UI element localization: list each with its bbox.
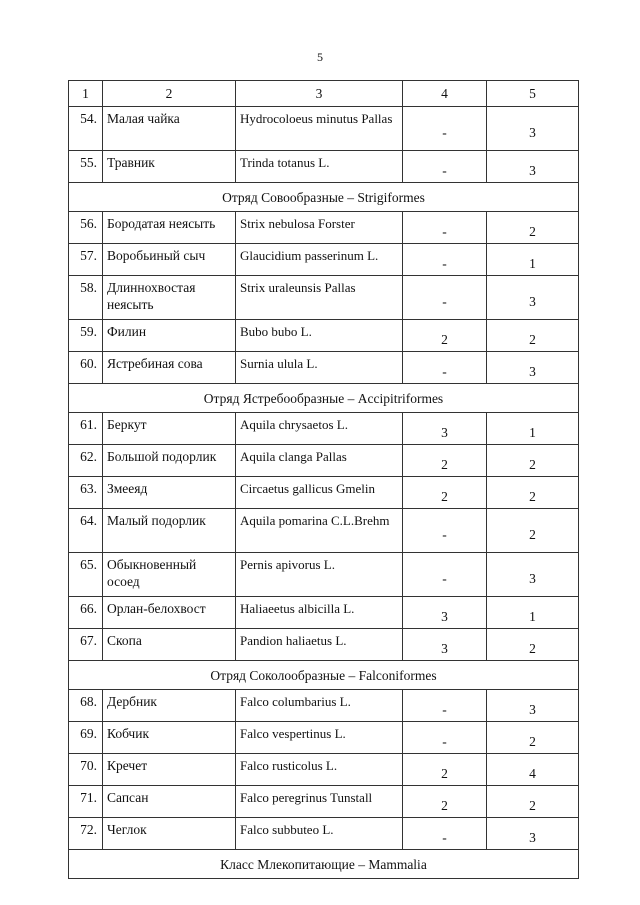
- row-number: 65.: [69, 553, 103, 597]
- category-col5: [487, 477, 579, 509]
- latin-name: Aquila clanga Pallas: [236, 445, 403, 477]
- russian-name: Сапсан: [103, 786, 236, 818]
- category-col5-value: 3: [529, 294, 536, 309]
- category-col4: [403, 212, 487, 244]
- category-col5-value: 3: [529, 125, 536, 140]
- category-col4: [403, 629, 487, 661]
- row-number: 61.: [69, 413, 103, 445]
- category-col4-value: -: [442, 163, 447, 178]
- table-header-row: [69, 81, 579, 107]
- section-title: Отряд Совообразные – Strigiformes: [69, 183, 579, 212]
- row-number: 60.: [69, 352, 103, 384]
- latin-name: Falco columbarius L.: [236, 690, 403, 722]
- table-row: [69, 754, 579, 786]
- latin-name: Falco peregrinus Tunstall: [236, 786, 403, 818]
- category-col4: [403, 754, 487, 786]
- row-number: 58.: [69, 276, 103, 320]
- category-col5: [487, 818, 579, 850]
- category-col5: [487, 786, 579, 818]
- category-col5-value: 2: [529, 224, 536, 239]
- species-table: [68, 80, 579, 879]
- header-cell-3: 3: [236, 81, 403, 107]
- category-col4: [403, 276, 487, 320]
- category-col4-value: 3: [441, 609, 448, 624]
- category-col4-value: 2: [441, 489, 448, 504]
- category-col5-value: 2: [529, 734, 536, 749]
- category-col4-value: -: [442, 224, 447, 239]
- latin-name: Falco rusticolus L.: [236, 754, 403, 786]
- category-col5: [487, 445, 579, 477]
- russian-name: Скопа: [103, 629, 236, 661]
- row-number: 62.: [69, 445, 103, 477]
- category-col5-value: 2: [529, 332, 536, 347]
- category-col4: [403, 690, 487, 722]
- category-col4: [403, 818, 487, 850]
- russian-name: Дербник: [103, 690, 236, 722]
- category-col5: [487, 320, 579, 352]
- latin-name: Falco subbuteo L.: [236, 818, 403, 850]
- latin-name: Strix uraleunsis Pallas: [236, 276, 403, 320]
- latin-name: Bubo bubo L.: [236, 320, 403, 352]
- latin-name: Pernis apivorus L.: [236, 553, 403, 597]
- table-row: [69, 509, 579, 553]
- category-col5-value: 2: [529, 798, 536, 813]
- category-col5: [487, 212, 579, 244]
- category-col5: [487, 352, 579, 384]
- category-col5: [487, 413, 579, 445]
- table-row: [69, 107, 579, 151]
- table-row: [69, 690, 579, 722]
- category-col4: [403, 509, 487, 553]
- category-col4: [403, 320, 487, 352]
- category-col4-value: -: [442, 527, 447, 542]
- category-col4-value: -: [442, 571, 447, 586]
- russian-name: Травник: [103, 151, 236, 183]
- category-col5-value: 2: [529, 527, 536, 542]
- russian-name: Воробьиный сыч: [103, 244, 236, 276]
- category-col5-value: 3: [529, 571, 536, 586]
- category-col4-value: 2: [441, 332, 448, 347]
- table-row: [69, 722, 579, 754]
- table-row: [69, 413, 579, 445]
- header-cell-5: 5: [487, 81, 579, 107]
- category-col5-value: 1: [529, 425, 536, 440]
- category-col4-value: -: [442, 702, 447, 717]
- row-number: 59.: [69, 320, 103, 352]
- category-col4-value: 2: [441, 457, 448, 472]
- category-col5: [487, 597, 579, 629]
- table-row: [69, 629, 579, 661]
- russian-name: Ястребиная сова: [103, 352, 236, 384]
- category-col4-value: -: [442, 830, 447, 845]
- row-number: 64.: [69, 509, 103, 553]
- category-col4-value: -: [442, 734, 447, 749]
- category-col4: [403, 477, 487, 509]
- row-number: 54.: [69, 107, 103, 151]
- category-col5: [487, 276, 579, 320]
- russian-name: Обыкновенный осоед: [103, 553, 236, 597]
- category-col4-value: -: [442, 125, 447, 140]
- category-col5-value: 3: [529, 163, 536, 178]
- row-number: 63.: [69, 477, 103, 509]
- category-col5-value: 3: [529, 830, 536, 845]
- table-row: [69, 597, 579, 629]
- latin-name: Hydrocoloeus minutus Pallas: [236, 107, 403, 151]
- table-row: [69, 244, 579, 276]
- latin-name: Strix nebulosa Forster: [236, 212, 403, 244]
- table-row: [69, 445, 579, 477]
- latin-name: Circaetus gallicus Gmelin: [236, 477, 403, 509]
- category-col4: [403, 413, 487, 445]
- category-col5: [487, 722, 579, 754]
- russian-name: Змееяд: [103, 477, 236, 509]
- category-col5-value: 3: [529, 364, 536, 379]
- row-number: 66.: [69, 597, 103, 629]
- latin-name: Surnia ulula L.: [236, 352, 403, 384]
- category-col5-value: 2: [529, 641, 536, 656]
- row-number: 68.: [69, 690, 103, 722]
- category-col4: [403, 151, 487, 183]
- category-col5: [487, 690, 579, 722]
- category-col4-value: -: [442, 364, 447, 379]
- category-col5: [487, 553, 579, 597]
- table-row: [69, 786, 579, 818]
- table-row: [69, 320, 579, 352]
- category-col4-value: -: [442, 256, 447, 271]
- category-col5: [487, 107, 579, 151]
- category-col5: [487, 754, 579, 786]
- row-number: 72.: [69, 818, 103, 850]
- row-number: 56.: [69, 212, 103, 244]
- category-col4: [403, 244, 487, 276]
- category-col5: [487, 151, 579, 183]
- page-number: 5: [317, 50, 323, 64]
- category-col5: [487, 509, 579, 553]
- section-header-row: [69, 183, 579, 212]
- russian-name: Чеглок: [103, 818, 236, 850]
- category-col4: [403, 553, 487, 597]
- category-col4-value: 2: [441, 766, 448, 781]
- table-row: [69, 818, 579, 850]
- category-col5: [487, 629, 579, 661]
- table-row: [69, 553, 579, 597]
- category-col4-value: 3: [441, 641, 448, 656]
- row-number: 69.: [69, 722, 103, 754]
- table-row: [69, 477, 579, 509]
- row-number: 67.: [69, 629, 103, 661]
- russian-name: Кобчик: [103, 722, 236, 754]
- russian-name: Бородатая неясыть: [103, 212, 236, 244]
- russian-name: Большой подорлик: [103, 445, 236, 477]
- table-row: [69, 352, 579, 384]
- russian-name: Орлан-белохвост: [103, 597, 236, 629]
- section-header-row: [69, 850, 579, 879]
- category-col4-value: -: [442, 294, 447, 309]
- latin-name: Glaucidium passerinum L.: [236, 244, 403, 276]
- russian-name: Филин: [103, 320, 236, 352]
- category-col5-value: 4: [529, 766, 536, 781]
- category-col4: [403, 107, 487, 151]
- category-col4-value: 3: [441, 425, 448, 440]
- russian-name: Малый подорлик: [103, 509, 236, 553]
- section-header-row: [69, 384, 579, 413]
- table-row: [69, 212, 579, 244]
- table-row: [69, 276, 579, 320]
- category-col5-value: 1: [529, 609, 536, 624]
- category-col5: [487, 244, 579, 276]
- section-header-row: [69, 661, 579, 690]
- category-col4: [403, 597, 487, 629]
- section-title: Отряд Соколообразные – Falconiformes: [69, 661, 579, 690]
- category-col4: [403, 352, 487, 384]
- category-col5-value: 3: [529, 702, 536, 717]
- category-col4: [403, 786, 487, 818]
- russian-name: Малая чайка: [103, 107, 236, 151]
- russian-name: Длиннохвостая неясыть: [103, 276, 236, 320]
- latin-name: Pandion haliaetus L.: [236, 629, 403, 661]
- header-cell-1: 1: [69, 81, 103, 107]
- row-number: 55.: [69, 151, 103, 183]
- latin-name: Aquila chrysaetos L.: [236, 413, 403, 445]
- latin-name: Haliaeetus albicilla L.: [236, 597, 403, 629]
- latin-name: Falco vespertinus L.: [236, 722, 403, 754]
- category-col4: [403, 722, 487, 754]
- section-title: Класс Млекопитающие – Mammalia: [69, 850, 579, 879]
- category-col5-value: 2: [529, 457, 536, 472]
- header-cell-4: 4: [403, 81, 487, 107]
- header-cell-2: 2: [103, 81, 236, 107]
- latin-name: Trinda totanus L.: [236, 151, 403, 183]
- row-number: 57.: [69, 244, 103, 276]
- russian-name: Кречет: [103, 754, 236, 786]
- latin-name: Aquila pomarina C.L.Brehm: [236, 509, 403, 553]
- section-title: Отряд Ястребообразные – Accipitriformes: [69, 384, 579, 413]
- category-col4: [403, 445, 487, 477]
- category-col4-value: 2: [441, 798, 448, 813]
- row-number: 71.: [69, 786, 103, 818]
- russian-name: Беркут: [103, 413, 236, 445]
- table-row: [69, 151, 579, 183]
- row-number: 70.: [69, 754, 103, 786]
- category-col5-value: 2: [529, 489, 536, 504]
- category-col5-value: 1: [529, 256, 536, 271]
